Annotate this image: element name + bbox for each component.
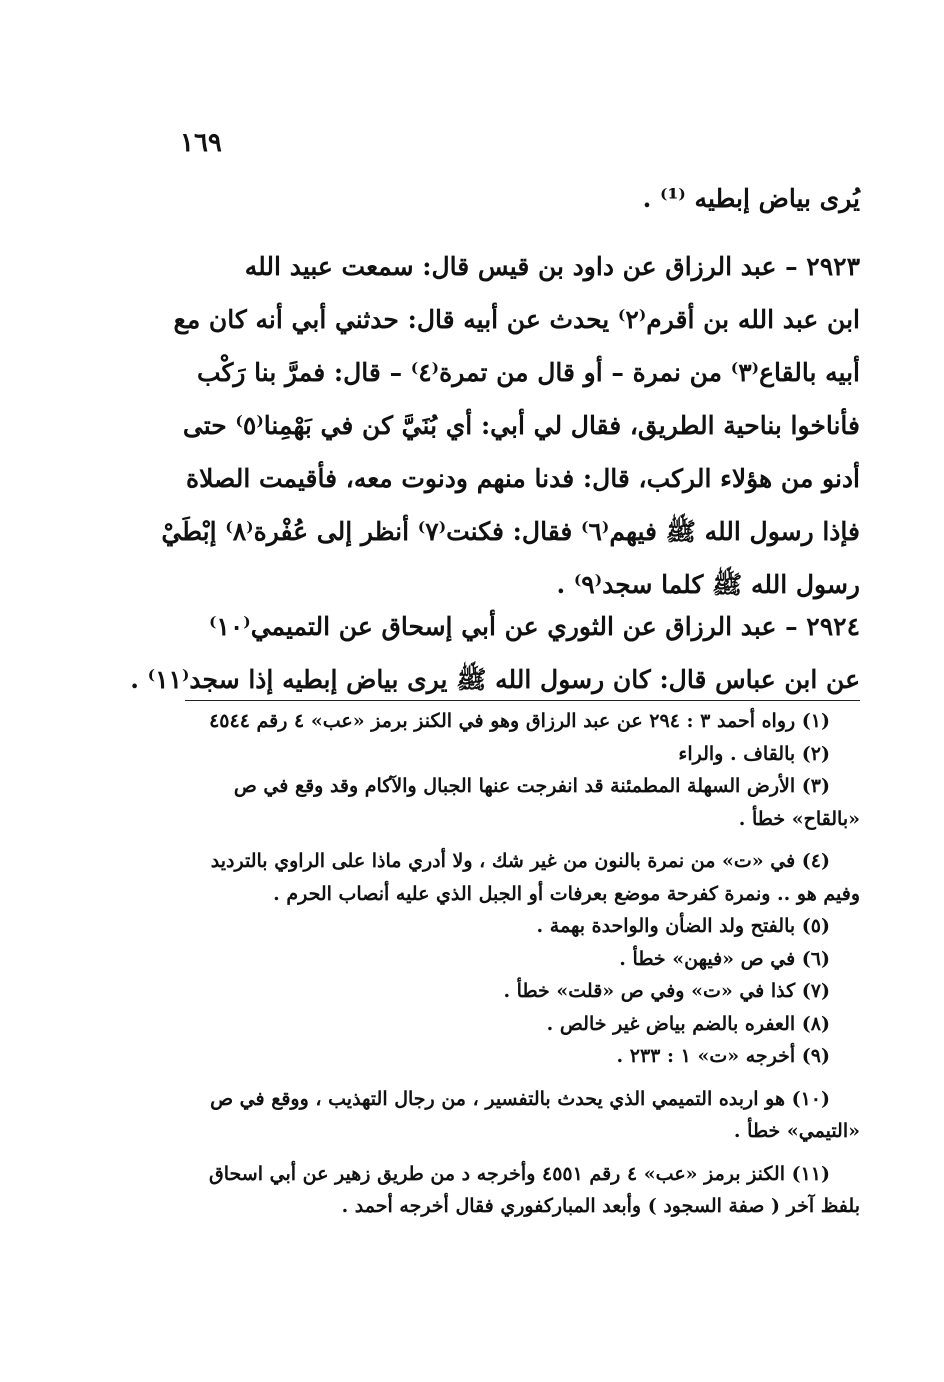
footnote-8 bbox=[185, 1008, 860, 1041]
text-line: رسول الله ﷺ كلما سجد⁽٩⁾ . bbox=[556, 570, 860, 599]
text-line: ابن عبد الله بن أقرم⁽٢⁾ يحدث عن أبيه قال: حدثني أبي أنه كان مع bbox=[173, 305, 860, 334]
footnote-2 bbox=[185, 738, 860, 771]
page-number: ١٦٩ bbox=[180, 128, 222, 158]
footnote-line: وفيم هو .. ونمرة كفرحة موضع بعرفات أو الجبل الذي عليه أنصاب الحرم . bbox=[273, 882, 860, 905]
footnote-line: (٩) أخرجه «ت» ١ : ٢٣٣ . bbox=[616, 1045, 830, 1067]
footnote-9 bbox=[185, 1040, 860, 1073]
footnote-line: (١٠) هو اربده التميمي الذي يحدث بالتفسير ، من رجال التهذيب ، ووقع في ص bbox=[210, 1087, 830, 1110]
text-line: أدنو من هؤلاء الركب، قال: فدنا منهم ودنوت معه، فأقيمت الصلاة bbox=[186, 464, 860, 493]
text-line: عن ابن عباس قال: كان رسول الله ﷺ يرى بياض إبطيه إذا سجد⁽١١⁾ . bbox=[130, 665, 860, 694]
footnote-line: «التيمي» خطأ . bbox=[733, 1120, 860, 1142]
text-line: ٢٩٢٣ – عبد الرزاق عن داود بن قيس قال: سمعت عبيد الله bbox=[244, 252, 860, 281]
footnote-3 bbox=[185, 770, 860, 835]
footnote-5 bbox=[185, 910, 860, 943]
footnote-10 bbox=[185, 1083, 860, 1148]
footnote-line: «بالقاح» خطأ . bbox=[738, 807, 860, 830]
hadith-2924 bbox=[130, 600, 860, 706]
text-line: أبيه بالقاع⁽٣⁾ من نمرة – أو قال من تمرة⁽٤⁾ – قال: فمرَّ بنا رَكْب bbox=[196, 358, 860, 387]
footnote-divider bbox=[185, 700, 860, 701]
footnote-line: (١) رواه أحمد ٣ : ٢٩٤ عن عبد الرزاق وهو في الكنز برمز «عب» ٤ رقم ٤٥٤٤ bbox=[209, 710, 830, 732]
text-line: فأناخوا بناحية الطريق، فقال لي أبي: أي بُنَيَّ كن في بَهْمِنا⁽٥⁾ حتى bbox=[182, 411, 860, 440]
footnote-1 bbox=[185, 705, 860, 738]
continuation-line bbox=[185, 172, 860, 225]
footnote-6 bbox=[185, 943, 860, 976]
footnotes bbox=[185, 705, 860, 1223]
footnote-line: (٧) كذا في «ت» وفي ص «قلت» خطأ . bbox=[503, 980, 830, 1002]
text-line: ٢٩٢٤ – عبد الرزاق عن الثوري عن أبي إسحاق عن التميمي⁽١٠⁾ bbox=[208, 612, 860, 641]
footnote-line: بلفظ آخر ( صفة السجود ) وأبعد المباركفوري فقال أخرجه أحمد . bbox=[341, 1195, 860, 1217]
footnote-line: (٤) في «ت» من نمرة بالنون من غير شك ، ولا أدري ماذا على الراوي بالترديد bbox=[210, 850, 830, 872]
footnote-line: (٣) الأرض السهلة المطمئنة قد انفرجت عنها الجبال والآكام وقد وقع في ص bbox=[233, 775, 830, 797]
text-line: يُرى بياض إبطيه ⁽¹⁾ . bbox=[642, 184, 860, 213]
hadith-2923 bbox=[161, 240, 860, 611]
footnote-7 bbox=[185, 975, 860, 1008]
footnote-11 bbox=[185, 1158, 860, 1223]
text-line: فإذا رسول الله ﷺ فيهم⁽٦⁾ فقال: فكنت⁽٧⁾ أنظر إلى عُفْرة⁽٨⁾ إبْطَيْ bbox=[161, 517, 860, 546]
footnote-line: (٨) العفره بالضم بياض غير خالص . bbox=[546, 1012, 830, 1035]
footnote-line: (١١) الكنز برمز «عب» ٤ رقم ٤٥٥١ وأخرجه د من طريق زهير عن أبي اسحاق bbox=[209, 1162, 830, 1185]
footnote-line: (٢) بالقاف . والراء bbox=[678, 742, 830, 765]
footnote-4 bbox=[185, 845, 860, 910]
footnote-line: (٦) في ص «فيهن» خطأ . bbox=[619, 947, 830, 970]
footnote-line: (٥) بالفتح ولد الضأن والواحدة بهمة . bbox=[536, 915, 830, 937]
